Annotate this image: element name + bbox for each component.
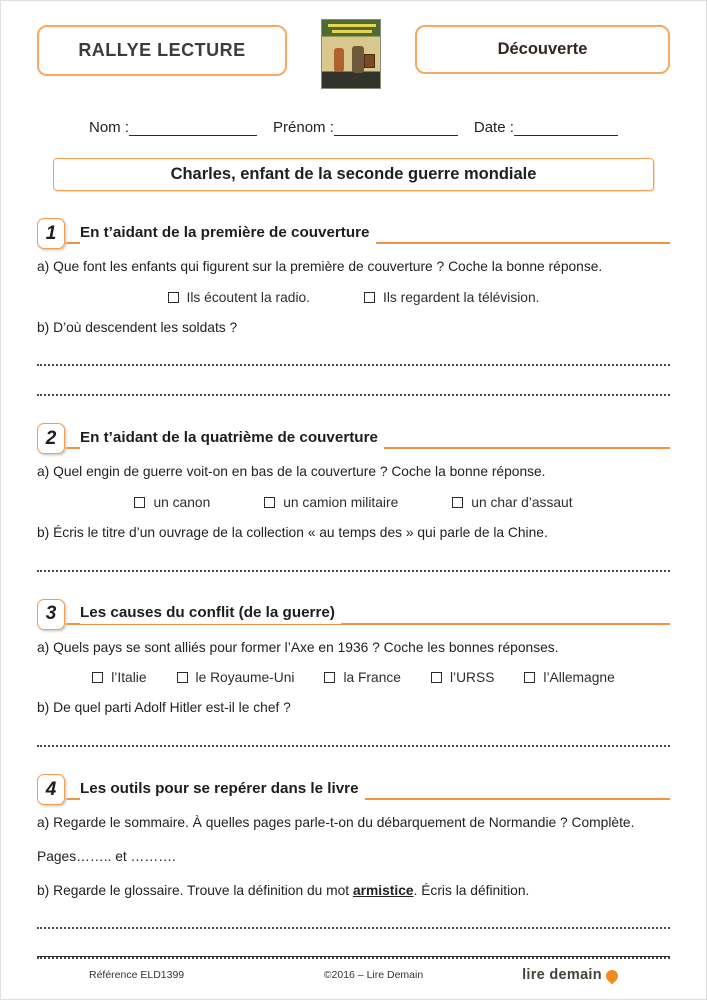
option-label: un canon <box>153 495 211 511</box>
section-number: 2 <box>45 427 57 449</box>
pages-fill-line: Pages…….. et ………. <box>37 848 176 864</box>
option-item <box>324 670 401 685</box>
prenom-blank-field <box>334 121 458 136</box>
section-3-header <box>37 599 670 630</box>
reference-label: Référence ELD1399 <box>89 969 185 981</box>
rallye-lecture-label: RALLYE LECTURE <box>78 40 246 60</box>
answer-dotted-line <box>37 349 670 366</box>
answer-dotted-line <box>37 379 670 396</box>
question-b <box>37 881 670 902</box>
options-row <box>37 670 670 685</box>
header <box>37 25 670 89</box>
logo-text: lire demain <box>522 967 602 983</box>
section-4-header <box>37 774 670 805</box>
section-1-header <box>37 218 670 249</box>
option-item <box>92 670 146 685</box>
answer-dotted-line <box>37 912 670 929</box>
book-cover-title-line <box>328 24 376 27</box>
option-item <box>431 670 494 685</box>
option-item <box>364 290 539 305</box>
logo-swoosh-icon <box>603 968 620 985</box>
checkbox-icon[interactable] <box>324 672 335 683</box>
book-cover-radio <box>364 54 375 68</box>
checkbox-icon[interactable] <box>431 672 442 683</box>
rallye-lecture-box <box>37 25 287 76</box>
footer <box>37 956 670 987</box>
lire-demain-logo <box>470 967 670 983</box>
section-number: 3 <box>45 603 57 625</box>
section-heading: En t’aidant de la première de couverture <box>80 224 376 244</box>
section-number-badge <box>37 218 65 249</box>
date-label: Date : <box>473 119 514 136</box>
page-content <box>1 1 706 959</box>
prenom-label: Prénom : <box>273 119 334 136</box>
option-item <box>177 670 295 685</box>
question-b: b) De quel parti Adolf Hitler est-il le chef ? <box>37 700 291 716</box>
option-label: l’Italie <box>111 670 147 686</box>
section-4 <box>37 774 670 959</box>
book-cover-figure <box>352 46 364 73</box>
option-label: Ils écoutent la radio. <box>186 289 311 305</box>
section-heading: En t’aidant de la quatrième de couverture <box>80 429 384 449</box>
checkbox-icon[interactable] <box>92 672 103 683</box>
glossary-word: armistice <box>352 882 414 898</box>
nom-label: Nom : <box>89 119 130 136</box>
level-label: Découverte <box>497 40 588 58</box>
section-2 <box>37 423 670 571</box>
section-number-badge <box>37 599 65 630</box>
option-label: un char d’assaut <box>471 495 573 511</box>
option-label: Ils regardent la télévision. <box>383 289 540 305</box>
level-box <box>415 25 670 74</box>
book-cover-title-line <box>332 30 372 33</box>
book-cover-figure <box>334 48 344 72</box>
book-cover-image <box>321 19 381 89</box>
section-3 <box>37 599 670 747</box>
option-label: la France <box>343 670 401 686</box>
checkbox-icon[interactable] <box>264 497 275 508</box>
checkbox-icon[interactable] <box>134 497 145 508</box>
question-b: b) Écris le titre d’un ouvrage de la collection « au temps des » qui parle de la Chine. <box>37 525 548 541</box>
question-a: a) Regarde le sommaire. À quelles pages parle-t-on du débarquement de Normandie ? Complète. <box>37 815 635 831</box>
options-row <box>37 495 670 510</box>
option-item <box>264 495 398 510</box>
checkbox-icon[interactable] <box>168 292 179 303</box>
nom-blank-field <box>129 121 257 136</box>
section-number-badge <box>37 423 65 454</box>
answer-dotted-line <box>37 730 670 747</box>
section-number: 1 <box>45 222 57 244</box>
question-b-prefix: b) Regarde le glossaire. Trouve la définition du mot <box>37 882 353 898</box>
section-heading: Les outils pour se repérer dans le livre <box>80 780 365 800</box>
question-a: a) Quel engin de guerre voit-on en bas de la couverture ? Coche la bonne réponse. <box>37 464 546 480</box>
question-b-suffix: . Écris la définition. <box>413 882 530 898</box>
section-1 <box>37 218 670 396</box>
option-label: un camion militaire <box>283 495 399 511</box>
option-item <box>168 290 310 305</box>
date-blank-field <box>514 121 618 136</box>
option-label: l’Allemagne <box>543 670 615 686</box>
option-item <box>452 495 572 510</box>
option-item <box>134 495 210 510</box>
checkbox-icon[interactable] <box>524 672 535 683</box>
option-label: l’URSS <box>449 670 495 686</box>
section-2-header <box>37 423 670 454</box>
worksheet-title: Charles, enfant de la seconde guerre mondiale <box>53 158 654 191</box>
question-a: a) Que font les enfants qui figurent sur la première de couverture ? Coche la bonne réponse. <box>37 259 603 274</box>
copyright-label: ©2016 – Lire Demain <box>323 969 424 981</box>
question-b: b) D’où descendent les soldats ? <box>37 319 238 335</box>
options-row <box>37 290 670 305</box>
checkbox-icon[interactable] <box>177 672 188 683</box>
checkbox-icon[interactable] <box>364 292 375 303</box>
question-a: a) Quels pays se sont alliés pour former l’Axe en 1936 ? Coche les bonnes réponses. <box>37 639 559 655</box>
option-label: le Royaume-Uni <box>195 670 295 686</box>
option-item <box>524 670 614 685</box>
section-number-badge <box>37 774 65 805</box>
section-heading: Les causes du conflit (de la guerre) <box>80 604 341 624</box>
section-number: 4 <box>45 778 57 800</box>
answer-dotted-line <box>37 555 670 572</box>
checkbox-icon[interactable] <box>452 497 463 508</box>
identity-row <box>89 119 670 136</box>
